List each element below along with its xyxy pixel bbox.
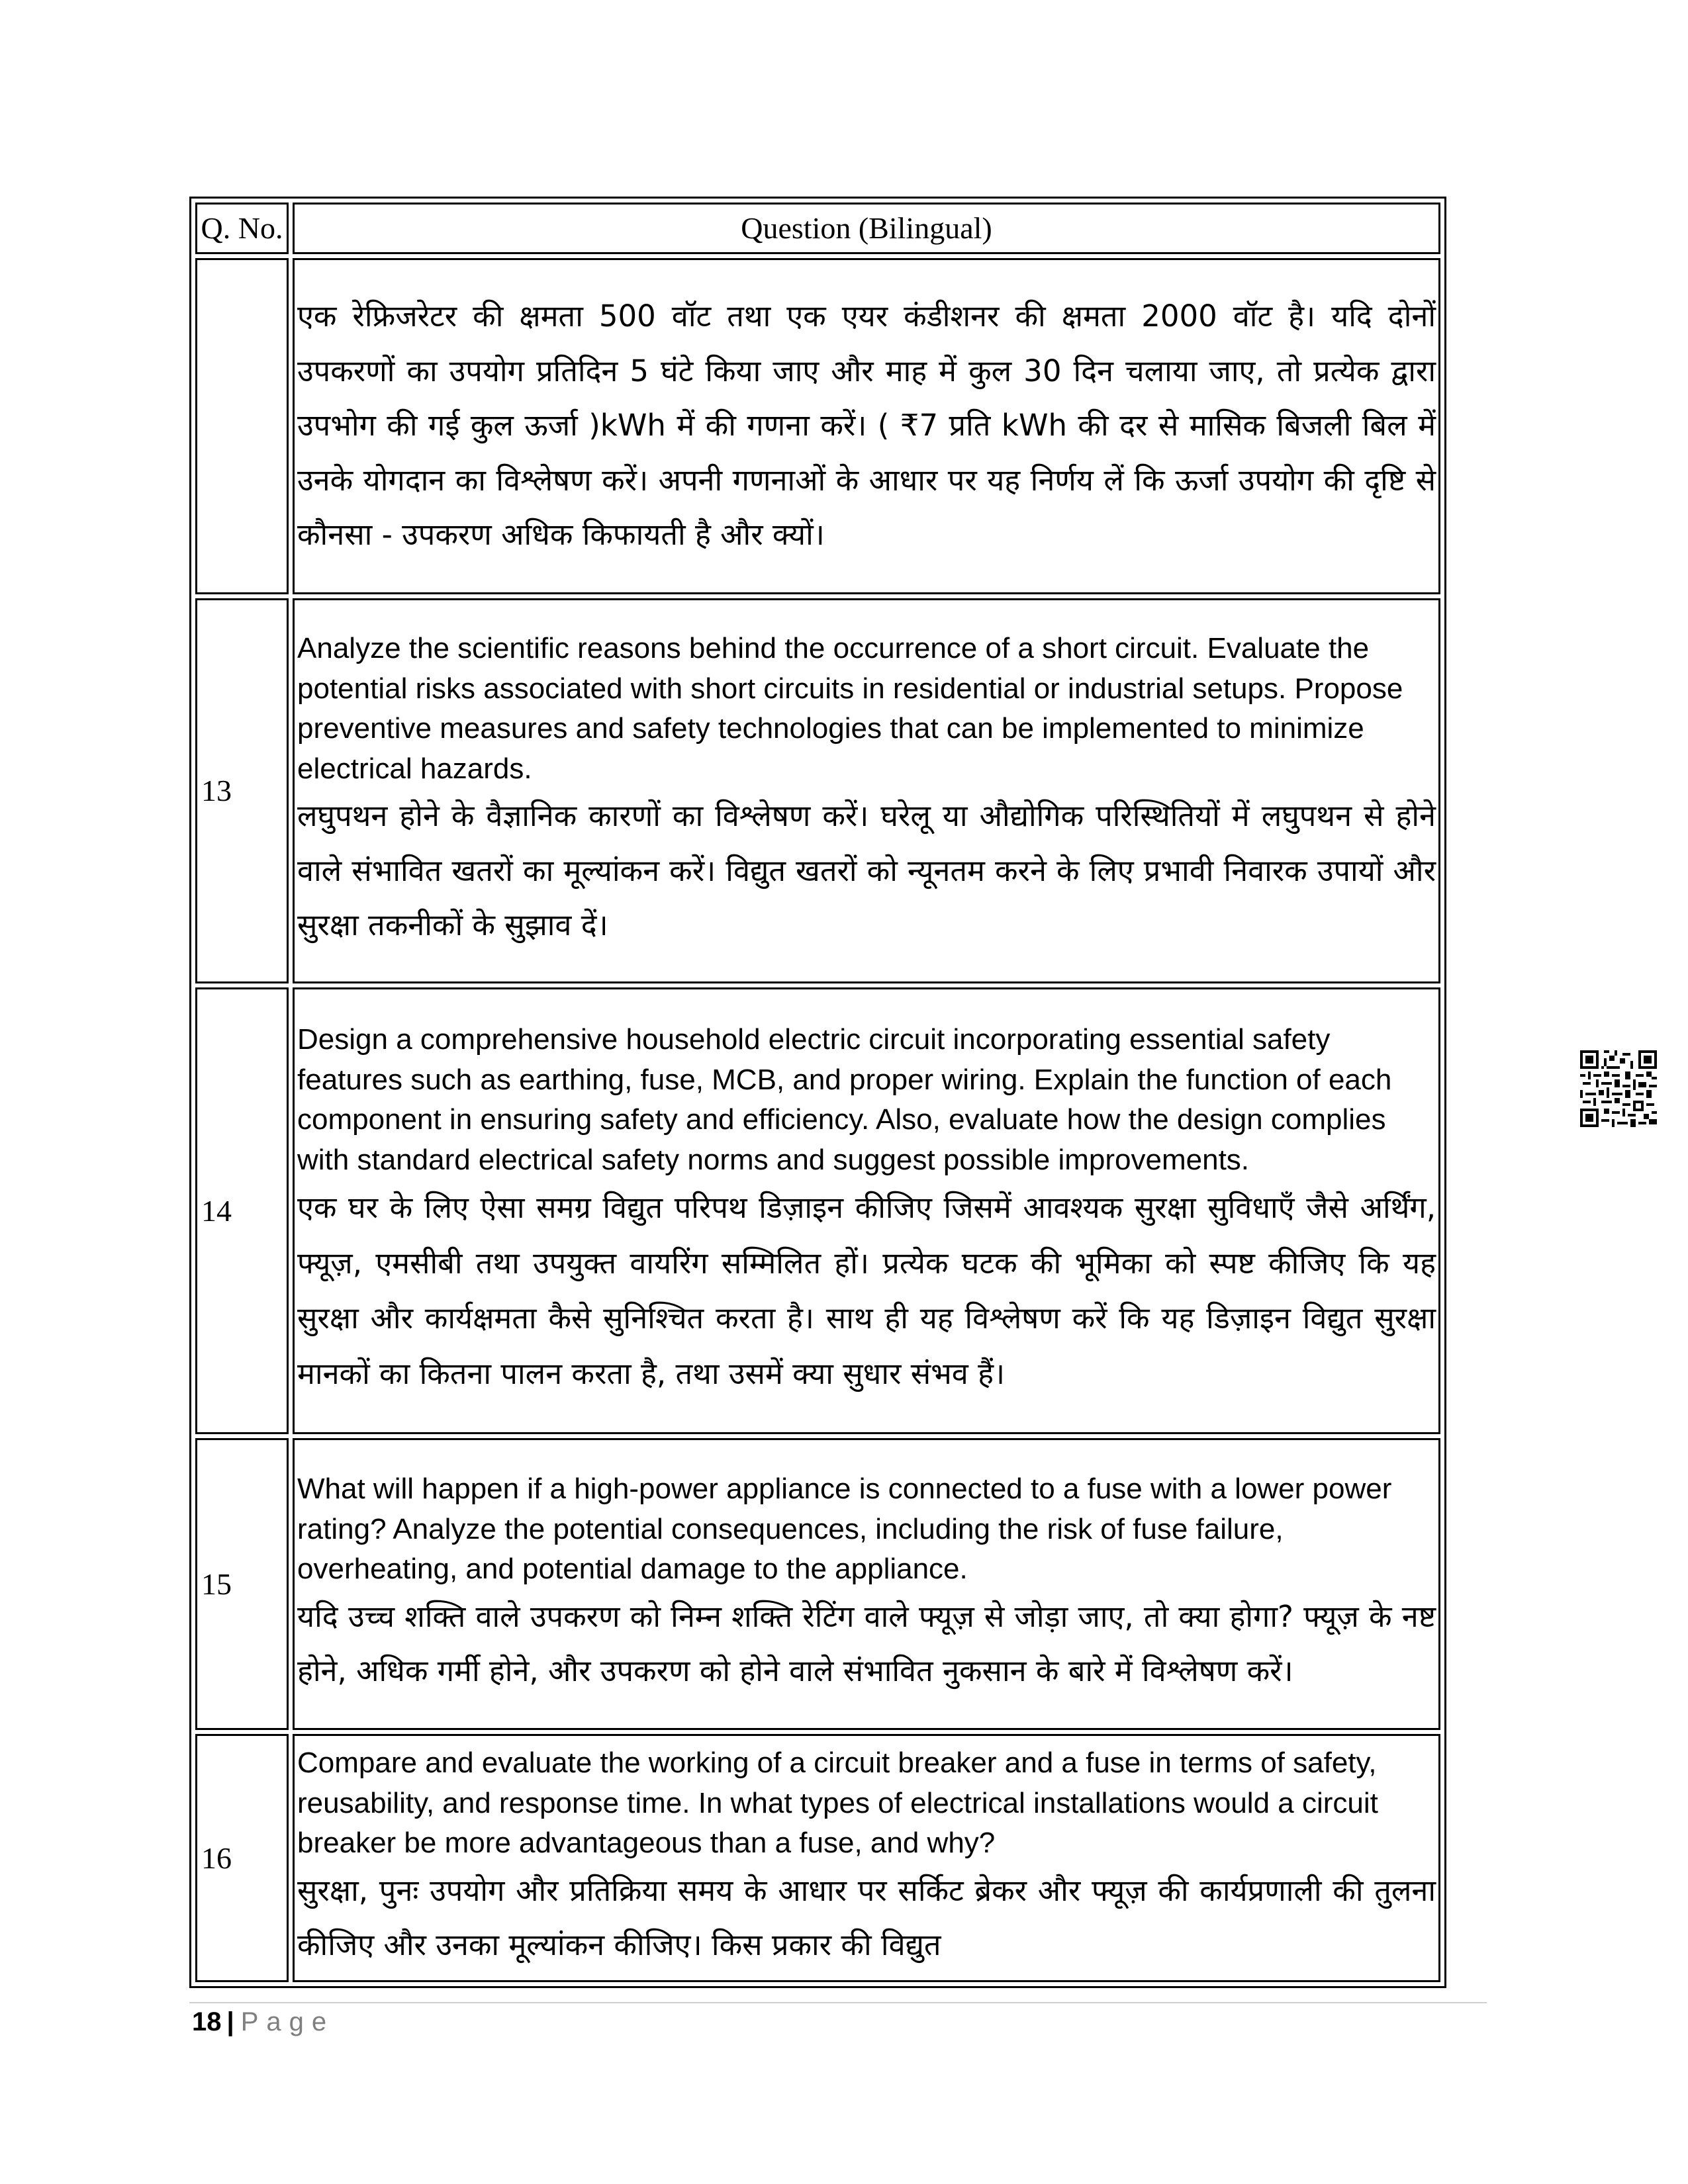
- question-hindi: यदि उच्च शक्ति वाले उपकरण को निम्न शक्ति रेटिंग वाले फ्यूज़ से जोड़ा जाए, तो क्या होगा? फ्यूज़ के नष्ट होने, अधिक गर्मी होने, और उपकरण को होने वाले संभावित नुकसान के बारे में विश्लेषण करें।: [297, 1598, 1436, 1688]
- table-row: [195, 987, 1440, 1433]
- question-hindi: एक घर के लिए ऐसा समग्र विद्युत परिपथ डिज़ाइन कीजिए जिसमें आवश्यक सुरक्षा सुविधाएँ जैसे अर्थिंग, फ्यूज़, एमसीबी तथा उपयुक्त वायरिंग सम्मिलित हों। प्रत्येक घटक की भूमिका को स्पष्ट कीजिए कि यह सुरक्षा और कार्यक्षमता कैसे सुनिश्चित करता है। साथ ही यह विश्लेषण करें कि यह डिज़ाइन विद्युत सुरक्षा मानकों का कितना पालन करता है, तथा उसमें क्या सुधार संभव हैं।: [297, 1190, 1436, 1391]
- question-english: Design a comprehensive household electric circuit incorporating essential safety features such as earthing, fuse, MCB, and proper wiring. Explain the function of each component in ensuring safety and efficiency. Also, evaluate how the design complies with standard electrical safety norms and suggest possible improvements.: [297, 1023, 1392, 1176]
- question-english: What will happen if a high-power appliance is connected to a fuse with a lower power rating? Analyze the potential consequences, including the risk of fuse failure, overheating, and potential damage to the appliance.: [297, 1473, 1392, 1585]
- question-english: Analyze the scientific reasons behind the occurrence of a short circuit. Evaluate the potential risks associated with short circuits in residential or industrial setups. Propose preventive measures and safety technologies that can be implemented to minimize electrical hazards.: [297, 632, 1403, 785]
- question-text: [293, 1734, 1440, 1982]
- question-number: [195, 258, 289, 594]
- question-hindi: एक रेफ्रिजरेटर की क्षमता 500 वॉट तथा एक एयर कंडीशनर की क्षमता 2000 वॉट है। यदि दोनों उपकरणों का उपयोग प्रतिदिन 5 घंटे किया जाए और माह में कुल 30 दिन चलाया जाए, तो प्रत्येक द्वारा उपभोग की गई कुल ऊर्जा )kWh में की गणना करें। ( ₹7 प्रति kWh की दर से मासिक बिजली बिल में उनके योगदान का विश्लेषण करें। अपनी गणनाओं के आधार पर यह निर्णय लें कि ऊर्जा उपयोग की दृष्टि से कौनसा - उपकरण अधिक किफायती है और क्यों।: [297, 298, 1436, 553]
- page-number: 18: [192, 2007, 222, 2036]
- question-hindi: लघुपथन होने के वैज्ञानिक कारणों का विश्लेषण करें। घरेलू या औद्योगिक परिस्थितियों में लघुपथन से होने वाले संभावित खतरों का मूल्यांकन करें। विद्युत खतरों को न्यूनतम करने के लिए प्रभावी निवारक उपायों और सुरक्षा तकनीकों के सुझाव दें।: [297, 798, 1436, 943]
- header-qno: Q. No.: [195, 203, 289, 254]
- question-text: [293, 258, 1440, 594]
- question-hindi: सुरक्षा, पुनः उपयोग और प्रतिक्रिया समय के आधार पर सर्किट ब्रेकर और फ्यूज़ की कार्यप्रणाली की तुलना कीजिए और उनका मूल्यांकन कीजिए। किस प्रकार की विद्युत: [297, 1872, 1436, 1963]
- footer-separator: |: [226, 2007, 234, 2036]
- question-number: 15: [195, 1438, 289, 1730]
- question-english: Compare and evaluate the working of a circuit breaker and a fuse in terms of safety, reusability, and response time. In what types of electrical installations would a circuit breaker be more advantageous than a fuse, and why?: [297, 1747, 1378, 1860]
- qr-code-icon: [1580, 1050, 1657, 1127]
- page-footer: [192, 2005, 334, 2038]
- page-label: Page: [240, 2007, 335, 2036]
- question-text: [293, 598, 1440, 984]
- footer-divider: [189, 2002, 1487, 2003]
- table-header-row: [195, 203, 1440, 254]
- question-number: 14: [195, 987, 289, 1433]
- header-question: Question (Bilingual): [293, 203, 1440, 254]
- table-row: [195, 1734, 1440, 1982]
- table-row: [195, 598, 1440, 984]
- table-row: [195, 258, 1440, 594]
- table-row: [195, 1438, 1440, 1730]
- question-number: 13: [195, 598, 289, 984]
- question-text: [293, 987, 1440, 1433]
- question-text: [293, 1438, 1440, 1730]
- question-table: [189, 197, 1446, 1988]
- question-number: 16: [195, 1734, 289, 1982]
